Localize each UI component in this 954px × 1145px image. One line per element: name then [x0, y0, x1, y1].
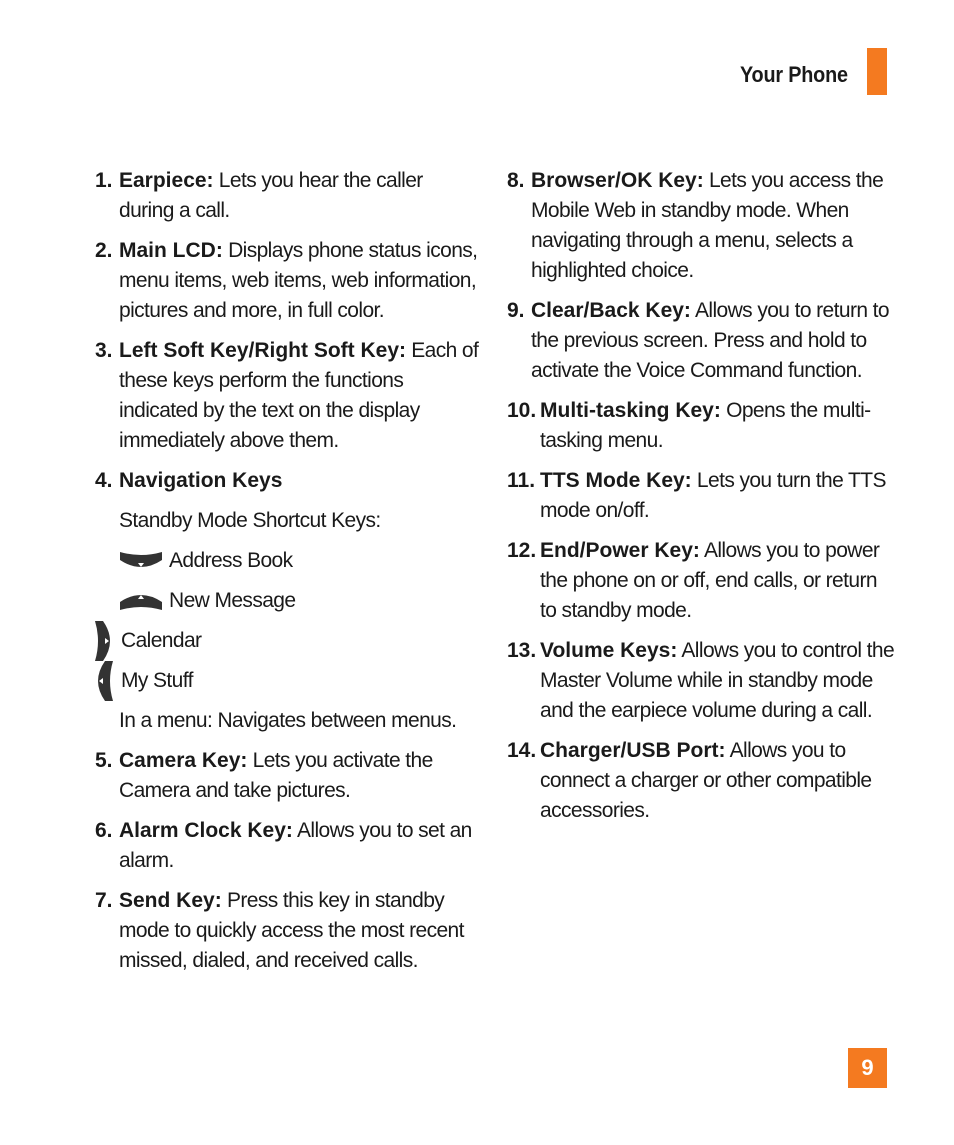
shortcut-new-message — [119, 586, 480, 616]
shortcut-my-stuff — [93, 666, 480, 696]
item-number: 1. — [95, 169, 113, 192]
item-description: Each of these keys perform the functions indicated by the text on the display immediately above them. — [119, 339, 479, 452]
list-item-5 — [95, 746, 480, 806]
item-number: 2. — [95, 239, 113, 262]
list-item-3 — [95, 336, 480, 456]
item-term: Charger/USB Port: — [540, 739, 726, 762]
page-number: 9 — [848, 1048, 887, 1088]
item-number: 4. — [95, 469, 113, 492]
item-description: Allows you to connect a charger or other compatible accessories. — [540, 739, 872, 822]
list-item-9 — [507, 296, 897, 386]
item-description: Lets you activate the Camera and take pictures. — [119, 749, 433, 802]
item-description: Displays phone status icons, menu items, web items, web information, pictures and more, in full color. — [119, 239, 478, 322]
nav-down-key-icon — [119, 550, 163, 572]
list-item-6 — [95, 816, 480, 876]
shortcut-calendar — [93, 626, 480, 656]
item-description: Allows you to return to the previous screen. Press and hold to activate the Voice Command function. — [531, 299, 889, 382]
item-term: Multi-tasking Key: — [540, 399, 721, 422]
item-term: Send Key: — [119, 889, 222, 912]
item-term: Alarm Clock Key: — [119, 819, 293, 842]
item-number: 10. — [507, 399, 537, 422]
item-description: Lets you access the Mobile Web in standby mode. When navigating through a menu, selects a highlighted choice. — [531, 169, 884, 282]
nav-right-key-icon — [93, 620, 115, 662]
item-number: 9. — [507, 299, 525, 322]
item-term: Main LCD: — [119, 239, 223, 262]
shortcut-label: New Message — [169, 589, 296, 612]
item-term: Volume Keys: — [540, 639, 678, 662]
left-column — [95, 166, 480, 986]
item-term: End/Power Key: — [540, 539, 700, 562]
item-description: Press this key in standby mode to quickly access the most recent missed, dialed, and received calls. — [119, 889, 464, 972]
list-item-7 — [95, 886, 480, 976]
item-number: 3. — [95, 339, 113, 362]
list-item-4 — [95, 466, 480, 496]
nav-up-key-icon — [119, 590, 163, 612]
item-term: Earpiece: — [119, 169, 214, 192]
item-description: Allows you to power the phone on or off, end calls, or return to standby mode. — [540, 539, 880, 622]
item-number: 8. — [507, 169, 525, 192]
item-term: Navigation Keys — [119, 469, 283, 492]
item-term: Camera Key: — [119, 749, 248, 772]
nav-left-key-icon — [93, 660, 115, 702]
item-number: 12. — [507, 539, 537, 562]
list-item-14 — [507, 736, 897, 826]
item-term: Clear/Back Key: — [531, 299, 691, 322]
item-number: 14. — [507, 739, 537, 762]
list-item-12 — [507, 536, 897, 626]
shortcut-label: Address Book — [169, 549, 293, 572]
item-term: TTS Mode Key: — [540, 469, 692, 492]
item-number: 6. — [95, 819, 113, 842]
list-item-1 — [95, 166, 480, 226]
list-item-2 — [95, 236, 480, 326]
item-description: Opens the multi-tasking menu. — [540, 399, 871, 452]
item-description: Lets you turn the TTS mode on/off. — [540, 469, 886, 522]
item-term: Browser/OK Key: — [531, 169, 704, 192]
item-term: Left Soft Key/Right Soft Key: — [119, 339, 406, 362]
item-number: 13. — [507, 639, 537, 662]
shortcut-address-book — [119, 546, 480, 576]
shortcut-intro: Standby Mode Shortcut Keys: — [119, 509, 381, 532]
shortcut-label: Calendar — [121, 629, 202, 652]
item-description: Lets you hear the caller during a call. — [119, 169, 423, 222]
shortcut-label: My Stuff — [121, 669, 193, 692]
list-item-13 — [507, 636, 897, 726]
list-item-10 — [507, 396, 897, 456]
right-column — [507, 166, 897, 836]
section-title: Your Phone — [740, 62, 848, 87]
menu-navigation-note: In a menu: Navigates between menus. — [119, 709, 457, 732]
list-item-8 — [507, 166, 897, 286]
item-number: 5. — [95, 749, 113, 772]
item-number: 11. — [507, 469, 536, 492]
item-description: Allows you to control the Master Volume while in standby mode and the earpiece volume during a call. — [540, 639, 895, 722]
item-number: 7. — [95, 889, 113, 912]
list-item-11 — [507, 466, 897, 526]
section-tab-marker — [867, 48, 887, 95]
item-description: Allows you to set an alarm. — [119, 819, 472, 872]
